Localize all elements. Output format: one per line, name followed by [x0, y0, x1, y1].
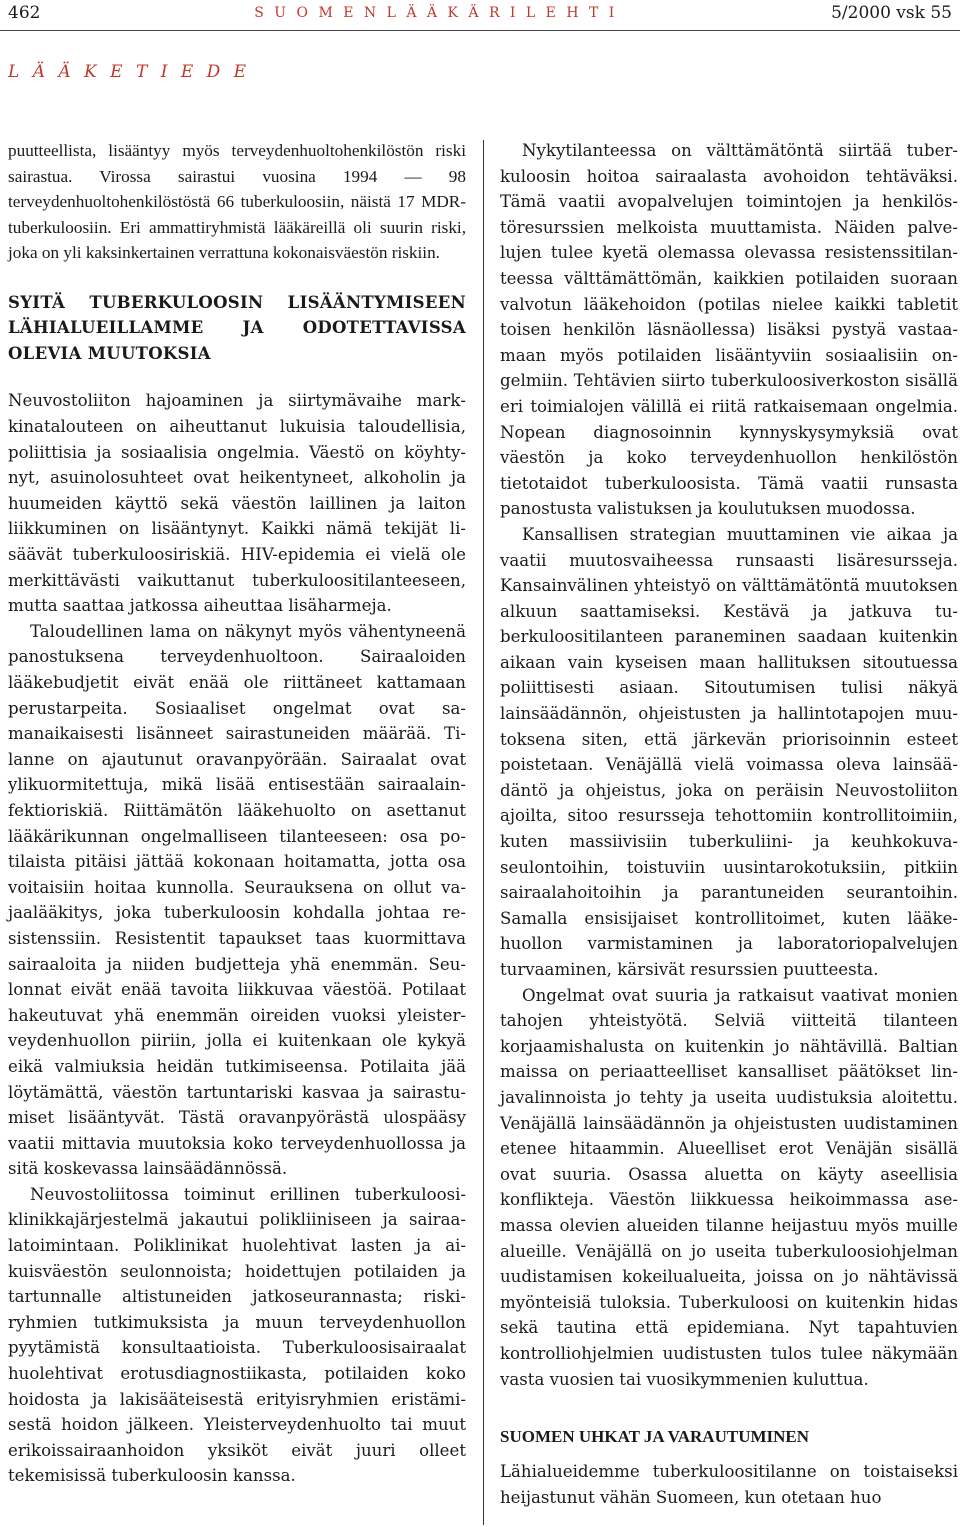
left-column: [8, 138, 466, 1489]
right-paragraph-4: Lähialueidemme tuberkuloositilanne on toistaiseksi heijastunut vähän Suomeen, kun otetaan huo: [500, 1462, 958, 1507]
right-paragraph-2: Kansallisen strategian muuttaminen vie aikaa ja vaatii muutosvaiheessa runsaasti lisäresursseja. Kansainvälinen yhteistyö on välttämätöntä muutoksen alkuun saattamiseksi. Kestävä ja jatkuva tuberkuloositilanteen paraneminen saadaan kuitenkin aikaan vain kyseisen maan hallituksen sitoutuessa poliittisesti asiaan. Sitoutumisen tulisi näkyä lainsäädännön, ohjeistusten ja hallintotapojen muutoksena siten, että järkevän priorisoinnin esteet poistetaan. Venäjällä vielä voimassa oleva lainsäädäntö ja ohjeistus, joka on peräisin Neuvostoliiton ajoilta, sitoo resursseja tehottomiin kontrollitoimiin, kuten massiivisiin tuberkuliini- ja keuhkokuvaseulontoihin, toistuviin uusintarokotuksiin, pitkiin sairaalahoitoihin ja parantuneiden seurantoihin. Samalla ensisijaiset kontrollitoimet, kuten lääkehuollon varmistaminen ja laboratoriopalvelujen turvaaminen, kärsivät resurssien puutteesta.: [500, 524, 958, 979]
running-header: [8, 0, 952, 26]
issue-info: 5/2000 vsk 55: [831, 3, 952, 23]
right-paragraph-1: Nykytilanteessa on välttämätöntä siirtää tuberkuloosin hoitoa sairaalasta avohoidon tehtäväksi. Tämä vaatii avopalvelujen toimintojen ja henkilöstöresurssien melkoista muuttamista. Näiden palvelujen tulee kyetä olemassa olevassa resistenssitilanteessa välttämättömän, kaikkien potilaiden suoraan valvotun lääkehoidon (potilas nielee kaikki tabletit toisen henkilön läsnäollessa) lisäksi pystyä vastaamaan myös potilaiden lisääntyviin sosiaalisiin ongelmiin. Tehtävien siirto tuberkuloosiverkoston sisällä eri toimialojen välillä ei riitä ratkaisemaan ongelmia. Nopean diagnosoinnin kynnyskysymyksiä ovat väestön ja koko terveydenhuollon henkilöstön tietotaidot tuberkuloosista. Tämä vaatii runsasta panostusta valistuksen ja koulutuksen muodossa.: [500, 141, 958, 519]
right-subheading: SUOMEN UHKAT JA VARAUTUMINEN: [500, 1427, 810, 1447]
right-paragraph-3: Ongelmat ovat suuria ja ratkaisut vaativat monien tahojen yhteistyötä. Selviä viitteitä tilanteen korjaamishalusta on kuitenkin jo nähtävillä. Baltian maissa on periaatteelliset kansalliset päätökset linjavalinnoista jo tehty ja useita uudistuksia aloitettu. Venäjällä lainsäädännön ja ohjeistusten uudistaminen etenee hitaammin. Alueelliset erot Venäjän sisällä ovat suuria. Osassa aluetta on käyty aseellisia konflikteja. Väestön liikkuessa heikoimmassa asemassa olevien alueiden tilanne heijastuu myös muille alueille. Venäjällä on jo useita tuberkuloosiohjelman uudistamisen kokeilualueita, joissa on jo nähtävissä myönteisiä tuloksia. Tuberkuloosi on kuitenkin hidas sekä tautina että epidemiana. Nyt tapahtuvien kontrolliohjelmien uudistusten tulos tulee näkymään vasta vuosien tai vuosikymmenien kuluttua.: [500, 985, 958, 1389]
header-rule: [0, 30, 960, 31]
column-divider: [483, 140, 484, 1525]
left-paragraph-3: Taloudellinen lama on näkynyt myös vähentyneenä panostuksena terveydenhuoltoon. Sairaaloiden lääkebudjetit eivät enää ole riittäneet kattamaan perustarpeita. Sosiaaliset ongelmat ovat samanaikaisesti lisänneet sairastuneiden määrää. Tilanne on ajautunut oravanpyörään. Sairaalat ovat ylikuormitettuja, mikä lisää entisestään sairaalainfektioriskiä. Riittämätön lääkehuolto on asettanut lääkärikunnan ongelmalliseen tilanteeseen: osa potilaista pitäisi jättää kokonaan hoitamatta, jotta osa voitaisiin hoitaa kunnolla. Seurauksena on ollut vajaalääkitys, joka tuberkuloosin kohdalla johtaa resistenssiin. Resistentit tapaukset taas kuormittava sairaaloita ja niiden budjetteja yhä enemmän. Seulonnat eivät enää tavoita liikkuvaa väestöä. Potilaat hakeutuvat yhä enemmän oireiden vuoksi yleisterveydenhuollon piiriin, jolla ei kuitenkaan ole kykyä eikä valmiuksia heidän tutkimiseensa. Potilaita jää löytämättä, väestön tartuntariski kasvaa ja sairastumiset lisääntyvät. Tästä oravanpyörästä ulospääsy vaatii mittavia muutoksia koko terveydenhuollossa ja sitä koskevassa lainsäädännössä.: [8, 621, 466, 1179]
journal-name: S U O M E N L Ä Ä K Ä R I L E H T I: [254, 5, 618, 21]
page-number: 462: [8, 3, 41, 23]
left-paragraph-2: Neuvostoliiton hajoaminen ja siirtymävaihe markkinatalouteen on aiheuttanut lukuisia taloudellisia, poliittisia ja sosiaalisia ongelmia. Väestö on köyhtynyt, asuinolosuhteet ovat heikentyneet, alkoholin ja huumeiden käyttö sekä väestön laillinen ja laiton liikkuminen on lisääntynyt. Kaikki nämä tekijät lisäävät tuberkuloosiriskiä. HIV-epidemia ei vielä ole merkittävästi vaikuttanut tuberkuloositilanteeseen, mutta saattaa jatkossa aiheuttaa lisäharmeja.: [8, 391, 466, 616]
left-paragraph-4: Neuvostoliitossa toiminut erillinen tuberkuloosiklinikkajärjestelmä jakautui polikliiniseen ja sairaalatoimintaan. Poliklinikat huolehtivat lasten ja aikuisväestön seulonnoista; hoidettujen potilaiden ja tartunnalle altistuneiden jatkoseurannasta; riskiryhmien tutkimuksista ja muun terveydenhuollon pyytämistä konsultaatioista. Tuberkuloosisairaalat huolehtivat erotusdiagnostiikasta, potilaiden koko hoidosta ja lakisääteisestä erityisryhmien eristämisestä hoidon jälkeen. Yleisterveydenhuolto tai muut erikoissairaanhoidon yksiköt eivät juuri olleet tekemisissä tuberkuloosin kanssa.: [8, 1184, 466, 1486]
section-label: L Ä Ä K E T I E D E: [8, 62, 251, 82]
left-subheading: SYITÄ TUBERKULOOSIN LISÄÄNTYMISEEN LÄHIALUEILLAMME JA ODOTETTAVISSA OLEVIA MUUTOKSIA: [8, 292, 466, 363]
right-column: [500, 138, 958, 1510]
left-paragraph-1: puutteellista, lisääntyy myös terveydenhuoltohenkilöstön riski sairastua. Virossa sairastui vuosina 1994 — 98 terveydenhuoltohenkilöstöstä 66 tuberkuloosiin, näistä 17 MDR-tuberkuloosiin. Eri ammattiryhmistä lääkäreillä oli suurin riski, joka on yli kaksinkertainen verrattuna kokonaisväestön riskiin.: [8, 141, 466, 263]
